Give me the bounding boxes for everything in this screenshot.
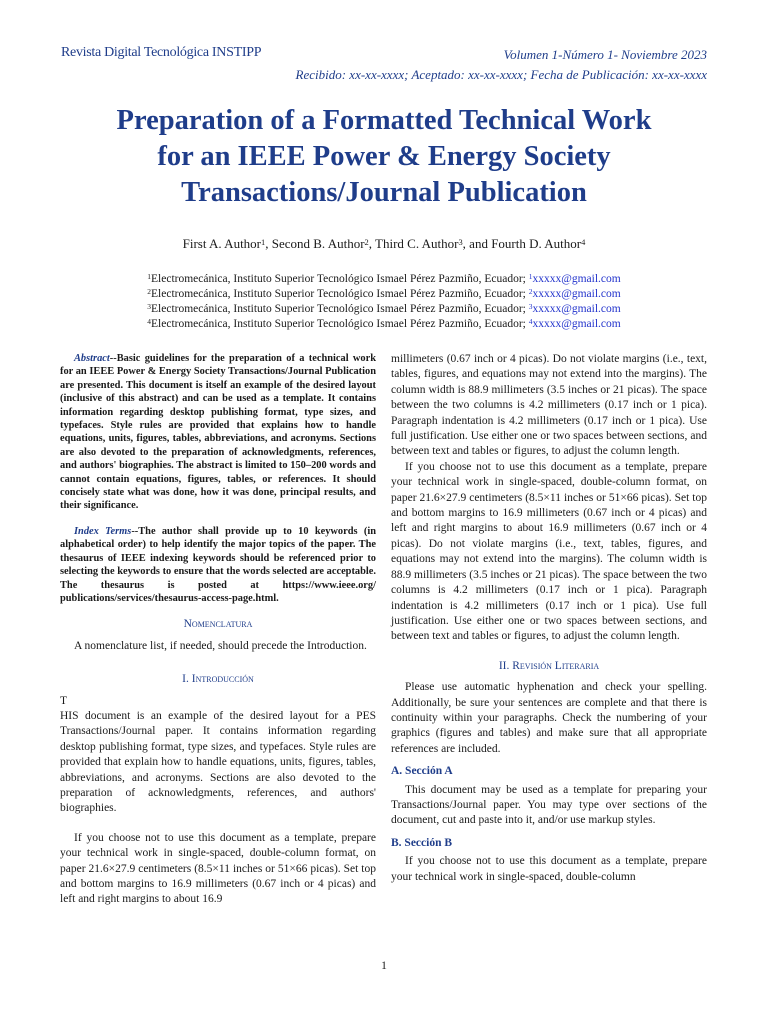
author-email[interactable]: $^3$xxxxx@gmail.com xyxy=(528,302,621,315)
index-terms xyxy=(60,525,376,605)
index-terms-label: Index Terms xyxy=(74,525,132,537)
title-line-2: for an IEEE Power & Energy Society xyxy=(157,141,611,172)
affiliation: $^3$Electromecánica, Instituto Superior Tecnológico Ismael Pérez Pazmiño, Ecuador; $^3$xxxxx@gmail.com xyxy=(147,302,621,315)
title-line-3: Transactions/Journal Publication xyxy=(181,177,587,208)
subsection-heading-a: A. Sección A xyxy=(391,765,453,778)
author-email[interactable]: $^2$xxxxx@gmail.com xyxy=(528,287,621,300)
affiliation: $^4$Electromecánica, Instituto Superior Tecnológico Ismael Pérez Pazmiño, Ecuador; $^4$xxxxx@gmail.com xyxy=(147,317,621,330)
author-list xyxy=(60,236,708,252)
intro-paragraph-2: If you choose not to use this document as a template, prepare your technical work in single-spaced, double-column format, on paper 21.6×27.9 centimeters (8.5×11 inches or 51×66 picas). Set top and bottom margins to 16.9 millimeters (0.67 inch or 4 picas) and left and right margins to about 16.9 xyxy=(60,831,376,906)
affiliation-list xyxy=(60,272,708,332)
section-a-text: This document may be used as a template for preparing your Transactions/Journal paper. You may type over sections of the document, cut and paste into it, and/or use markup styles. xyxy=(391,783,707,827)
right-column xyxy=(391,352,707,885)
intro-paragraph-3: If you choose not to use this document as a template, prepare your technical work in single-spaced, double-column format, on paper 21.6×27.9 centimeters (8.5×11 inches or 51×66 picas). Set top and bottom margins to 16.9 millimeters (0.67 inch or 4 picas) and left and right margins to about 16.9 millimeters (0.67 inch or 4 picas). Do not violate margins (i.e., text, tables, figures, and equations may not extend into the margins). The column width is 88.9 millimeters (3.5 inches or 21 picas). The space between the two columns is 4.2 millimeters (0.17 inch or 1 pica). Paragraph indentation is 4.2 millimeters (0.17 inch or 1 pica). Use full justification. Use either one or two spaces between sections, and between text and tables or figures, to adjust the column length. xyxy=(391,460,707,643)
volume-line: Volumen 1-Número 1- Noviembre 2023 xyxy=(503,47,707,62)
nomenclature-text: A nomenclature list, if needed, should precede the Introduction. xyxy=(74,639,367,652)
journal-meta xyxy=(296,45,707,85)
index-terms-text: --The author shall provide up to 10 keywords (in alphabetical order) to help identify the major topics of the paper. The thesaurus of IEEE indexing keywords should be referenced prior to selecting the keywords to ensure that the words selected are acceptable. The thesaurus is posted at https://www.ieee.org/ publications/services/thesaurus-access-page.html. xyxy=(60,525,376,604)
page-number: 1 xyxy=(381,960,387,972)
abstract-label: Abstract xyxy=(74,353,110,364)
title-line-1: Preparation of a Formatted Technical Work xyxy=(116,105,652,136)
section-heading-introduction: I. Introducción xyxy=(182,673,254,686)
intro-paragraph-2-cont: millimeters (0.67 inch or 4 picas). Do not violate margins (i.e., text, tables, figures, and equations may not extend into the margins). The column width is 88.9 millimeters (3.5 inches or 21 picas). The space between the two columns is 4.2 millimeters (0.17 inch or 1 pica). Paragraph indentation is 4.2 millimeters (0.17 inch or 1 pica). Use full justification. Use either one or two spaces between sections, and between text and tables or figures, to adjust the column length. xyxy=(391,353,707,458)
author: First A. Author$^1$, xyxy=(182,236,272,251)
abstract xyxy=(60,352,376,513)
section-heading-nomenclature: Nomenclatura xyxy=(183,618,253,631)
drop-cap: T xyxy=(60,694,68,707)
paper-title xyxy=(60,103,708,211)
dates-line: Recibido: xx-xx-xxxx; Aceptado: xx-xx-xxxx; Fecha de Publicación: xx-xx-xxxx xyxy=(295,67,707,82)
left-column xyxy=(60,352,376,908)
paragraph-gap xyxy=(60,817,376,831)
literature-text: Please use automatic hyphenation and check your spelling. Additionally, be sure your sentences are complete and that there is continuity within your paragraphs. Check the numbering of your graphics (figures and tables) and make sure that all appropriate references are included. xyxy=(391,681,707,755)
author-email[interactable]: $^1$xxxxx@gmail.com xyxy=(528,272,621,285)
intro-paragraph-1: HIS document is an example of the desired layout for a PES Transactions/Journal paper. It contains information regarding desktop publishing format, type sizes, and typefaces. Style rules are provided that explain how to handle equations, units, figures, tables, abbreviations, and acronyms. Sections are also devoted to the preparation of acknowledgments, references, and authors' biographies. xyxy=(60,709,376,815)
abstract-text: --Basic guidelines for the preparation of a technical work for an IEEE Power & Energy Society Transactions/Journal Publication are presented. This document is itself an example of the desired layout (inclusive of this abstract) and can be used as a template. It contains information regarding desktop publishing format, type sizes, and typefaces. Style rules are provided that explains how to handle equations, units, figures, tables, abbreviations, and acronyms. Sections are also devoted to the preparation of acknowledgments, references, and authors' biographies. The abstract is limited to 150–200 words and cannot contain equations, figures, tables, or references. It should concisely state what was done, how it was done, principal results, and their significance. xyxy=(60,353,376,512)
affiliation: $^2$Electromecánica, Instituto Superior Tecnológico Ismael Pérez Pazmiño, Ecuador; $^2$xxxxx@gmail.com xyxy=(147,287,621,300)
author-email[interactable]: $^4$xxxxx@gmail.com xyxy=(528,317,621,330)
subsection-heading-b: B. Sección B xyxy=(391,836,453,849)
section-heading-literature: II. Revisión Literaria xyxy=(498,659,600,672)
author: Third C. Author$^3$, and xyxy=(375,236,492,251)
author: Fourth D. Author$^4$ xyxy=(491,236,586,251)
affiliation: $^1$Electromecánica, Instituto Superior Tecnológico Ismael Pérez Pazmiño, Ecuador; $^1$xxxxx@gmail.com xyxy=(147,272,621,285)
section-b-text: If you choose not to use this document as a template, prepare your technical work in single-spaced, double-column xyxy=(391,855,707,883)
journal-name: Revista Digital Tecnológica INSTIPP xyxy=(61,45,262,60)
author: Second B. Author$^2$, xyxy=(271,236,376,251)
